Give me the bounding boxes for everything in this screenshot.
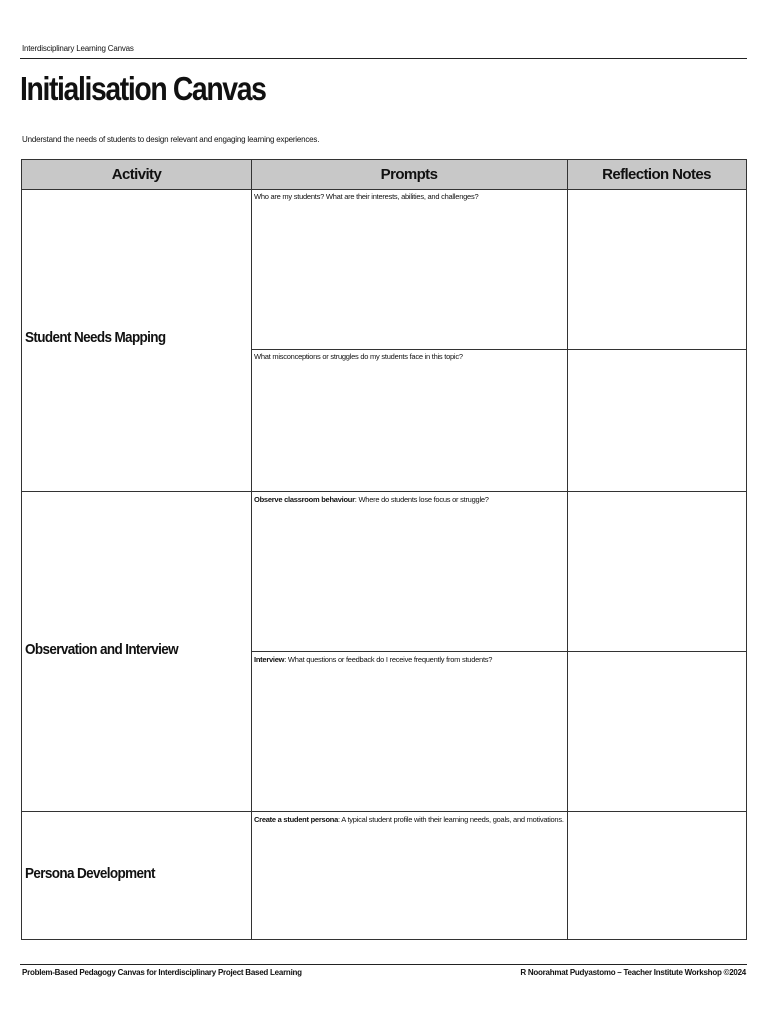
header-label: Interdisciplinary Learning Canvas	[22, 44, 134, 53]
page-title: Initialisation Canvas	[20, 70, 266, 107]
prompt-body: : A typical student profile with their learning needs, goals, and motivations.	[338, 815, 564, 824]
prompt-text	[254, 352, 564, 362]
prompt-bold-label: Observe classroom behaviour	[254, 495, 355, 504]
table-header-row	[22, 160, 746, 190]
column-divider	[567, 160, 568, 939]
activity-label-student-needs-mapping: Student Needs Mapping	[25, 329, 166, 346]
prompt-body: : Where do students lose focus or struggle?	[354, 495, 489, 504]
prompt-text	[254, 815, 564, 825]
subrow-divider	[251, 349, 746, 350]
prompt-body: What misconceptions or struggles do my students face in this topic?	[254, 352, 463, 361]
activity-label-persona-development: Persona Development	[25, 865, 155, 882]
page-subtitle: Understand the needs of students to design relevant and engaging learning experiences.	[22, 135, 320, 144]
top-divider	[20, 58, 747, 59]
row-divider	[22, 811, 746, 812]
prompt-bold-label: Interview	[254, 655, 285, 664]
footer-right-text: R Noorahmat Pudyastomo – Teacher Institute Workshop ©2024	[520, 968, 746, 977]
column-divider	[251, 160, 252, 939]
bottom-divider	[20, 964, 747, 965]
row-divider	[22, 491, 746, 492]
subrow-divider	[251, 651, 746, 652]
prompt-body: Who are my students? What are their interests, abilities, and challenges?	[254, 192, 479, 201]
activity-label-observation-and-interview: Observation and Interview	[25, 641, 179, 658]
footer-left-text: Problem-Based Pedagogy Canvas for Interdisciplinary Project Based Learning	[22, 968, 302, 977]
prompt-text	[254, 495, 564, 505]
column-header-reflection-notes: Reflection Notes	[602, 166, 711, 183]
column-header-activity: Activity	[111, 166, 162, 183]
canvas-table	[21, 159, 747, 940]
prompt-bold-label: Create a student persona	[254, 815, 339, 824]
prompt-text	[254, 655, 564, 665]
prompt-text	[254, 192, 564, 202]
column-header-prompts: Prompts	[380, 166, 438, 183]
prompt-body: : What questions or feedback do I receive frequently from students?	[284, 655, 493, 664]
